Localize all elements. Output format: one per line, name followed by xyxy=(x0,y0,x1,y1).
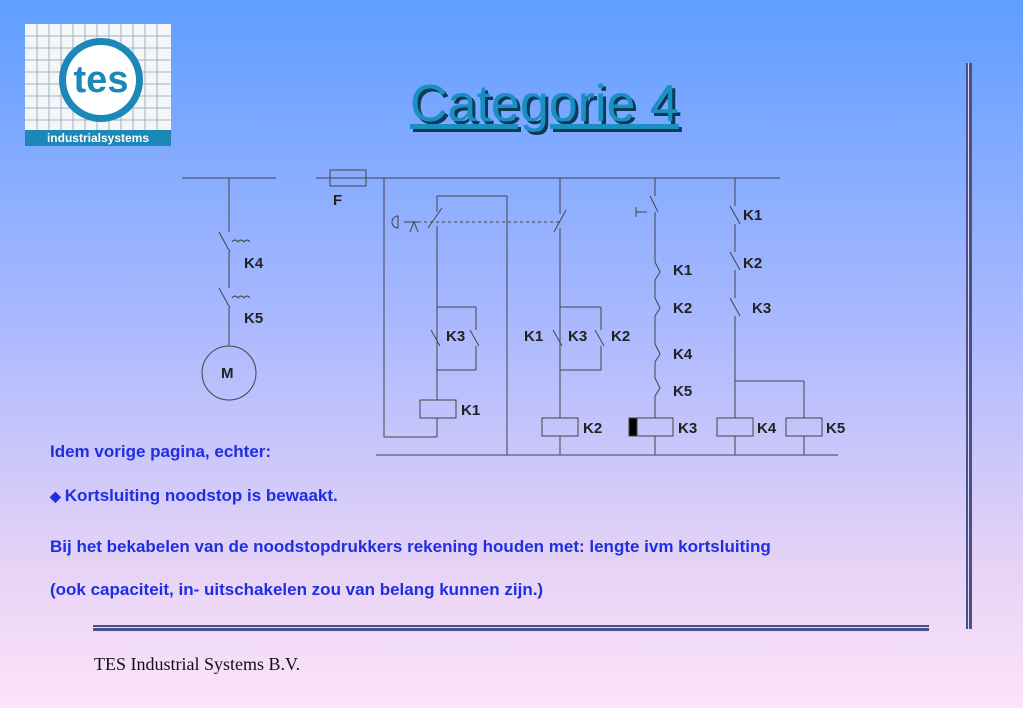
logo-subtitle: industrialsystems xyxy=(46,131,150,145)
label-k1-c4: K1 xyxy=(743,207,763,224)
label-k2-c3: K2 xyxy=(673,300,693,317)
label-k3-c2: K3 xyxy=(568,328,588,345)
diamond-bullet-icon: ◆ xyxy=(50,488,61,504)
label-k2-coil: K2 xyxy=(583,420,603,437)
label-k4-main: K4 xyxy=(244,255,264,272)
label-k5-c3: K5 xyxy=(673,383,693,400)
fuse-label: F xyxy=(333,192,343,209)
label-k3-coil: K3 xyxy=(678,420,698,437)
label-k1-c2: K1 xyxy=(524,328,544,345)
label-k4-coil: K4 xyxy=(757,420,777,437)
label-k3-c1: K3 xyxy=(446,328,466,345)
bullet-item xyxy=(50,486,338,506)
body-line-1: Bij het bekabelen van de noodstopdrukkers rekening houden met: lengte ivm kortsluiting xyxy=(50,537,771,556)
horizontal-divider xyxy=(93,625,929,631)
logo-word: tes xyxy=(73,59,129,101)
motor-label: M xyxy=(221,365,234,382)
label-k5-coil: K5 xyxy=(826,420,846,437)
label-k4-c3: K4 xyxy=(673,346,693,363)
label-k2-c2: K2 xyxy=(611,328,631,345)
label-k1-coil: K1 xyxy=(461,402,481,419)
label-k5-main: K5 xyxy=(244,310,264,327)
label-k2-c4: K2 xyxy=(743,255,763,272)
label-k3-c4: K3 xyxy=(752,300,772,317)
intro-text: Idem vorige pagina, echter: xyxy=(50,442,272,461)
footer-text: TES Industrial Systems B.V. xyxy=(94,654,301,674)
page-title: Categorie 4 xyxy=(410,75,679,133)
label-k1-c3: K1 xyxy=(673,262,693,279)
body-line-2: (ook capaciteit, in- uitschakelen zou van belang kunnen zijn.) xyxy=(50,580,544,599)
bullet-text: Kortsluiting noodstop is bewaakt. xyxy=(64,486,338,505)
